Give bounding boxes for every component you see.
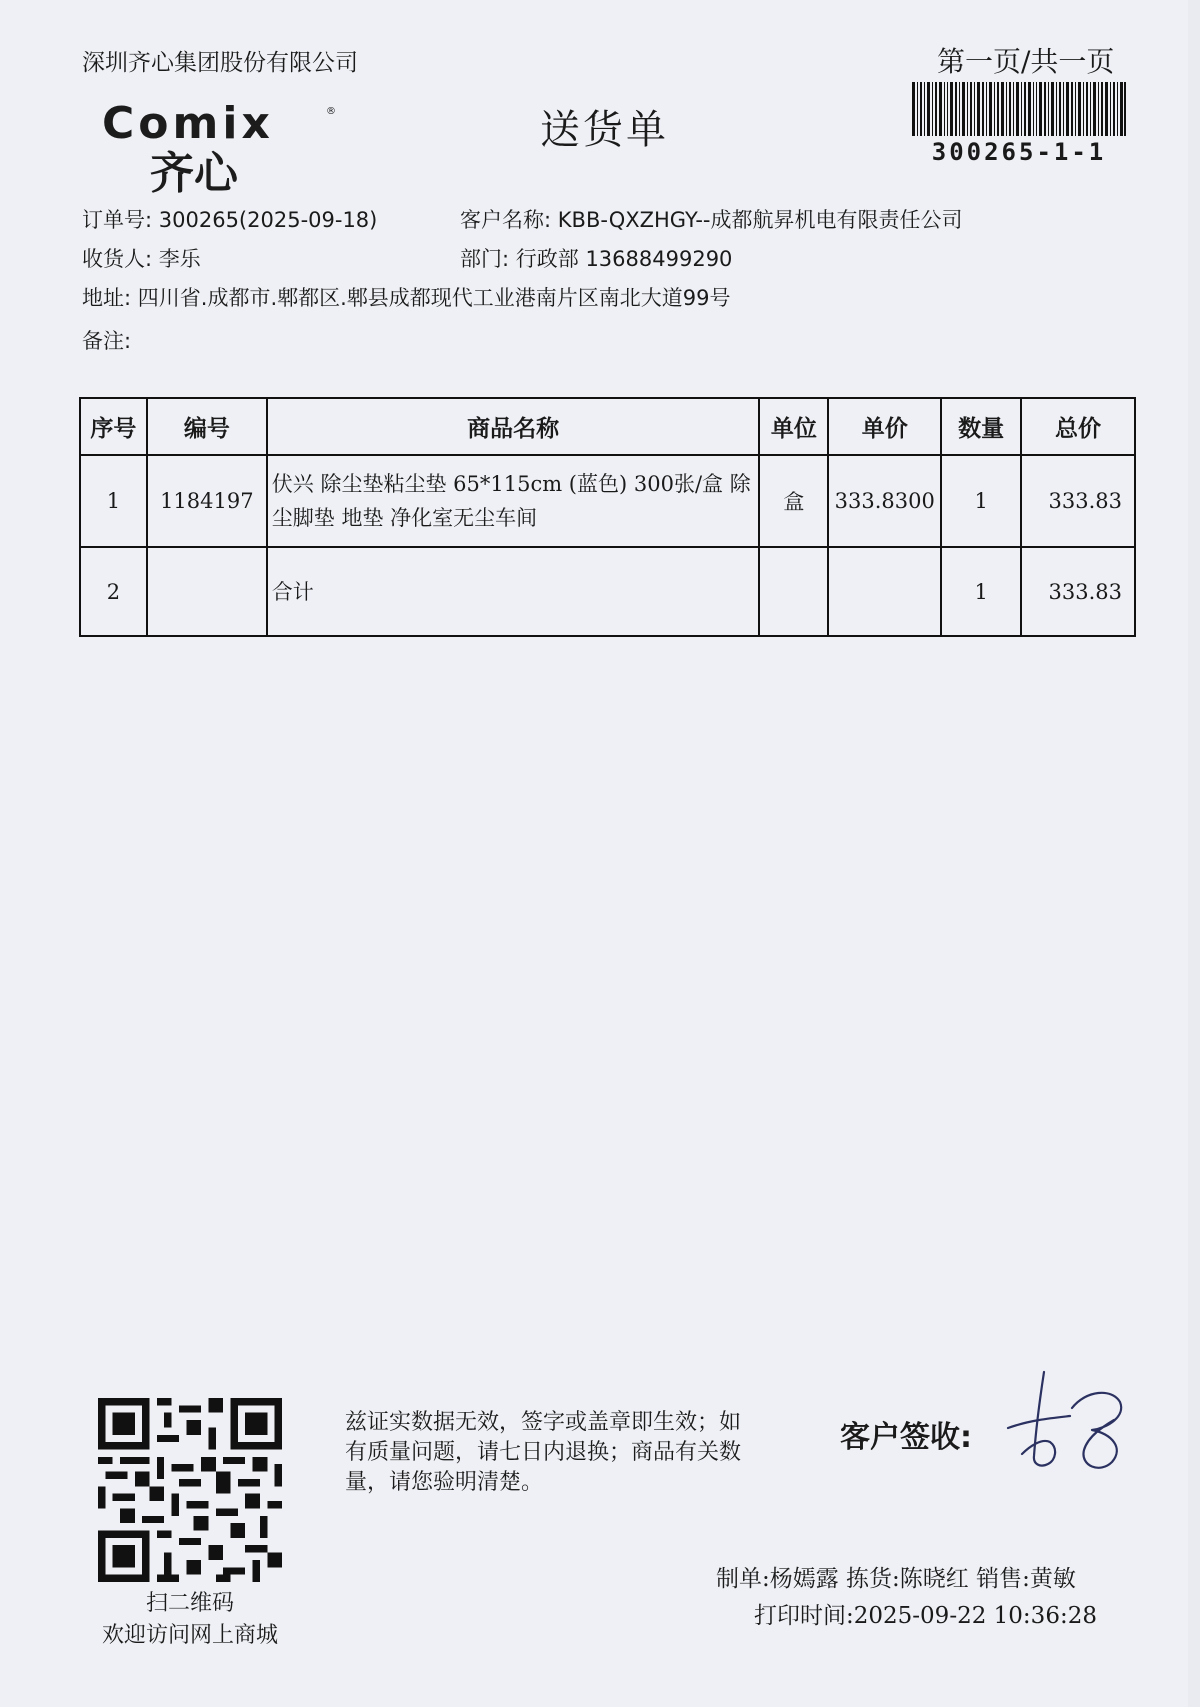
col-header-qty: 数量 xyxy=(941,398,1021,455)
col-header-code: 编号 xyxy=(147,398,267,455)
address-label: 地址: xyxy=(82,286,132,310)
cell-name: 合计 xyxy=(267,547,760,636)
qr-code-image xyxy=(98,1398,282,1582)
handwritten-signature xyxy=(1000,1368,1130,1480)
customer-name-label: 客户名称: xyxy=(460,208,552,232)
notice-text: 兹证实数据无效，签字或盖章即生效；如有质量问题，请七日内退换；商品有关数量，请您验明清楚。 xyxy=(345,1410,742,1495)
cell-unit: 盒 xyxy=(759,455,828,547)
customer-name-row xyxy=(460,204,963,234)
table-row xyxy=(80,455,1135,547)
items-table xyxy=(79,397,1136,637)
document-title: 送货单 xyxy=(540,107,669,153)
staff-line: 制单:杨嫣露 拣货:陈晓红 销售:黄敏 xyxy=(716,1566,1076,1592)
col-header-unit: 单位 xyxy=(759,398,828,455)
remark-row xyxy=(82,325,131,355)
col-header-name: 商品名称 xyxy=(267,398,760,455)
cell-code: 1184197 xyxy=(147,455,267,547)
qr-caption xyxy=(80,1588,300,1652)
customer-name-value: KBB-QXZHGY--成都航昇机电有限责任公司 xyxy=(557,208,963,232)
order-number-row xyxy=(82,204,377,234)
logo-latin: Comix xyxy=(102,100,274,149)
col-header-price: 单价 xyxy=(828,398,941,455)
order-number-label: 订单号: xyxy=(82,208,153,232)
company-name: 深圳齐心集团股份有限公司 xyxy=(82,50,358,76)
cell-price: 333.8300 xyxy=(828,455,941,547)
table-header-row xyxy=(80,398,1135,455)
department-value: 行政部 13688499290 xyxy=(515,247,733,271)
comix-logo xyxy=(100,100,350,200)
page-indicator: 第一页/共一页 xyxy=(937,45,1115,78)
customer-sign-label: 客户签收: xyxy=(840,1420,972,1455)
print-time: 打印时间:2025-09-22 10:36:28 xyxy=(754,1603,1097,1629)
department-label: 部门: xyxy=(460,247,510,271)
svg-text:®: ® xyxy=(326,106,336,117)
department-row xyxy=(460,243,732,273)
cell-seq: 1 xyxy=(80,455,147,547)
receiver-row xyxy=(82,243,201,273)
col-header-total: 总价 xyxy=(1021,398,1135,455)
logo-chinese: 齐心 xyxy=(150,148,238,199)
cell-qty: 1 xyxy=(941,455,1021,547)
cell-name: 伏兴 除尘垫粘尘垫 65*115cm (蓝色) 300张/盒 除尘脚垫 地垫 净化室无尘车间 xyxy=(267,455,760,547)
receiver-value: 李乐 xyxy=(158,247,201,271)
qr-caption-line2: 欢迎访问网上商城 xyxy=(101,1623,278,1648)
cell-seq: 2 xyxy=(80,547,147,636)
table-row-total xyxy=(80,547,1135,636)
address-row xyxy=(82,282,731,312)
receiver-label: 收货人: xyxy=(82,247,153,271)
cell-total: 333.83 xyxy=(1021,455,1135,547)
cell-qty: 1 xyxy=(941,547,1021,636)
cell-total: 333.83 xyxy=(1021,547,1135,636)
col-header-seq: 序号 xyxy=(80,398,147,455)
cell-price xyxy=(828,547,941,636)
remark-label: 备注: xyxy=(82,329,132,353)
cell-unit xyxy=(759,547,828,636)
address-value: 四川省.成都市.郫都区.郫县成都现代工业港南片区南北大道99号 xyxy=(137,286,731,310)
barcode-number: 300265-1-1 xyxy=(931,138,1107,166)
barcode-image xyxy=(912,82,1126,136)
qr-caption-line1: 扫二维码 xyxy=(145,1591,234,1616)
cell-code xyxy=(147,547,267,636)
order-number-value: 300265(2025-09-18) xyxy=(158,208,378,232)
